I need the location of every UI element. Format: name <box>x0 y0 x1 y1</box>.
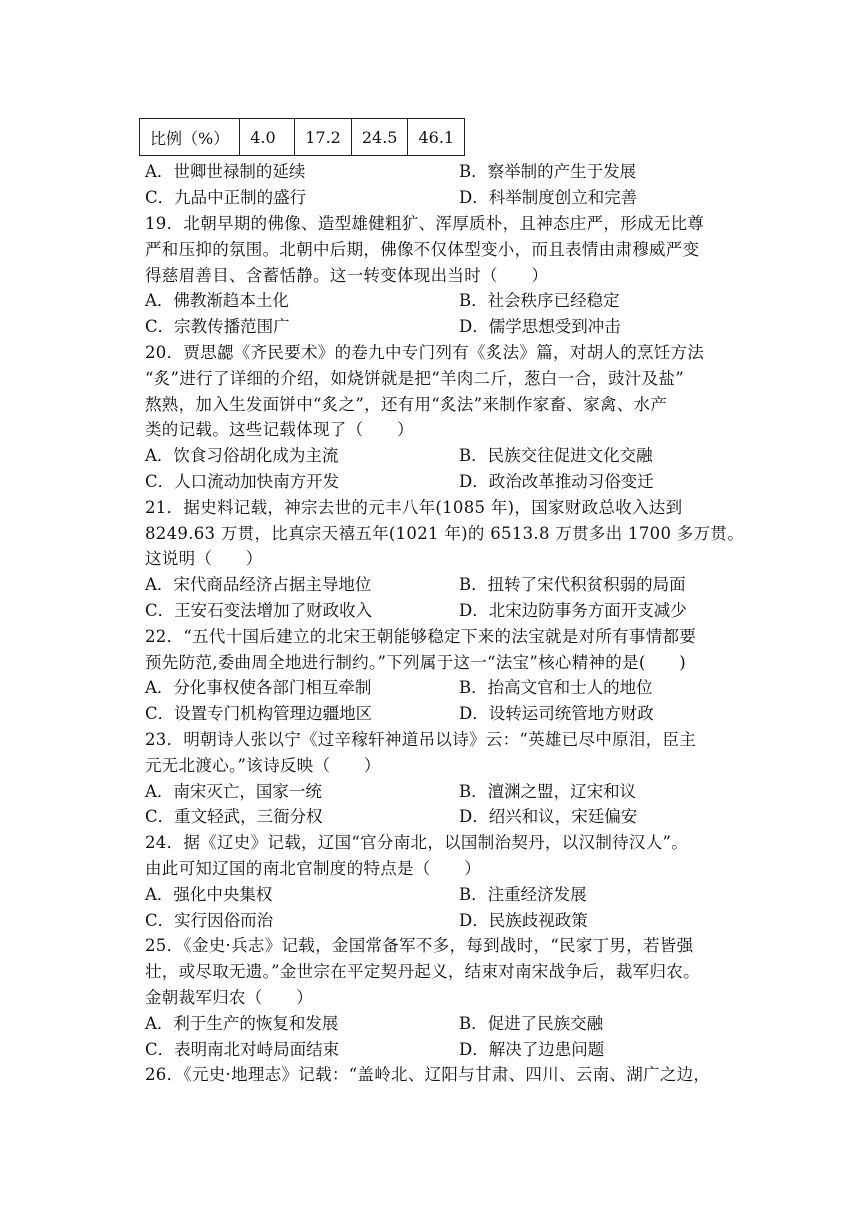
q19-option-b: B．社会秩序已经稳定 <box>459 291 620 310</box>
table-row <box>140 119 465 156</box>
q20-stem-line-3: 熬熟，加入生发面饼中“炙之”，还有用“炙法”来制作家畜、家禽、水产 <box>145 395 668 414</box>
table-cell: 17.2 <box>295 119 352 156</box>
q24-option-d: D．民族歧视政策 <box>459 911 588 930</box>
q23-option-d: D．绍兴和议，宋廷偏安 <box>459 807 638 826</box>
q19-stem-line-1: 19．北朝早期的佛像、造型雄健粗犷、浑厚质朴，且神态庄严，形成无比尊 <box>145 214 705 233</box>
q18-option-d: D．科举制度创立和完善 <box>459 188 638 207</box>
q24-option-b: B．注重经济发展 <box>459 885 587 904</box>
q24-stem-line-1: 24．据《辽史》记载，辽国“官分南北，以国制治契丹，以汉制待汉人”。 <box>145 833 689 852</box>
q22-option-b: B．抬高文官和士人的地位 <box>459 678 653 697</box>
q20-option-c: C．人口流动加快南方开发 <box>145 472 340 491</box>
q19-stem-line-3: 得慈眉善目、含蓄恬静。这一转变体现出当时（ ） <box>145 266 549 285</box>
q21-stem-line-3: 这说明（ ） <box>145 549 263 568</box>
q22-stem-line-1: 22．“五代十国后建立的北宋王朝能够稳定下来的法宝就是对所有事情都要 <box>145 627 697 646</box>
q20-stem-line-1: 20．贾思勰《齐民要术》的卷九中专门列有《炙法》篇，对胡人的烹饪方法 <box>145 343 705 362</box>
table-cell: 24.5 <box>351 119 408 156</box>
q24-option-a: A．强化中央集权 <box>145 885 273 904</box>
q25-option-c: C．表明南北对峙局面结束 <box>145 1040 340 1059</box>
q22-option-a: A．分化事权使各部门相互牵制 <box>145 678 372 697</box>
table-cell-label: 比例（%） <box>140 119 240 156</box>
q24-stem-line-2: 由此可知辽国的南北官制度的特点是（ ） <box>145 859 481 878</box>
q20-option-b: B．民族交往促进文化交融 <box>459 446 653 465</box>
q25-option-d: D．解决了边患问题 <box>459 1040 605 1059</box>
q22-stem-line-2: 预先防范,委曲周全地进行制约。”下列属于这一“法宝”核心精神的是( ) <box>145 653 686 672</box>
q23-option-a: A．南宋灭亡，国家一统 <box>145 782 322 801</box>
q25-option-a: A．利于生产的恢复和发展 <box>145 1014 339 1033</box>
q19-option-c: C．宗教传播范围广 <box>145 317 290 336</box>
q19-option-d: D．儒学思想受到冲击 <box>459 317 621 336</box>
q22-option-d: D．设转运司统管地方财政 <box>459 704 654 723</box>
q20-stem-line-2: “炙”进行了详细的介绍，如烧饼就是把“羊肉二斤，葱白一合，豉汁及盐” <box>145 369 684 388</box>
q20-option-a: A．饮食习俗胡化成为主流 <box>145 446 339 465</box>
q25-option-b: B．促进了民族交融 <box>459 1014 604 1033</box>
q26-stem-line-1: 26．《元史·地理志》记载：“盖岭北、辽阳与甘肃、四川、云南、湖广之边， <box>145 1065 711 1084</box>
q24-option-c: C．实行因俗而治 <box>145 911 274 930</box>
q22-option-c: C．设置专门机构管理边疆地区 <box>145 704 373 723</box>
table-cell: 46.1 <box>408 119 465 156</box>
q21-stem-line-1: 21．据史料记载，神宗去世的元丰八年(1085 年)，国家财政总收入达到 <box>145 498 683 517</box>
q18-option-c: C．九品中正制的盛行 <box>145 188 307 207</box>
q18-option-b: B．察举制的产生于发展 <box>459 162 637 181</box>
q19-stem-line-2: 严和压抑的氛围。北朝中后期，佛像不仅体型变小，而且表情由肃穆威严变 <box>145 240 700 259</box>
q19-option-a: A．佛教渐趋本土化 <box>145 291 289 310</box>
q21-option-a: A．宋代商品经济占据主导地位 <box>145 575 372 594</box>
ratio-table <box>139 118 465 156</box>
q25-stem-line-2: 壮，或尽取无遗。”金世宗在平定契丹起义，结束对南宋战争后，裁军归农。 <box>145 962 700 981</box>
q18-option-a: A．世卿世禄制的延续 <box>145 162 306 181</box>
q23-stem-line-1: 23．明朝诗人张以宁《过辛稼轩神道吊以诗》云：“英雄已尽中原泪，臣主 <box>145 730 697 749</box>
q25-stem-line-1: 25．《金史·兵志》记载，金国常备军不多，每到战时，“民家丁男，若皆强 <box>145 936 694 955</box>
q25-stem-line-3: 金朝裁军归农（ ） <box>145 988 313 1007</box>
q21-option-d: D．北宋边防事务方面开支减少 <box>459 601 687 620</box>
q23-stem-line-2: 元无北渡心。”该诗反映（ ） <box>145 756 381 775</box>
q21-stem-line-2: 8249.63 万贯，比真宗天禧五年(1021 年)的 6513.8 万贯多出 1700 多万贯。 <box>145 524 744 543</box>
q21-option-c: C．王安石变法增加了财政收入 <box>145 601 373 620</box>
q20-stem-line-4: 类的记载。这些记载体现了（ ） <box>145 420 414 439</box>
q23-option-c: C．重文轻武，三衙分权 <box>145 807 323 826</box>
table-cell: 4.0 <box>240 119 295 156</box>
q21-option-b: B．扭转了宋代积贫积弱的局面 <box>459 575 686 594</box>
q23-option-b: B．澶渊之盟，辽宋和议 <box>459 782 637 801</box>
q20-option-d: D．政治改革推动习俗变迁 <box>459 472 654 491</box>
